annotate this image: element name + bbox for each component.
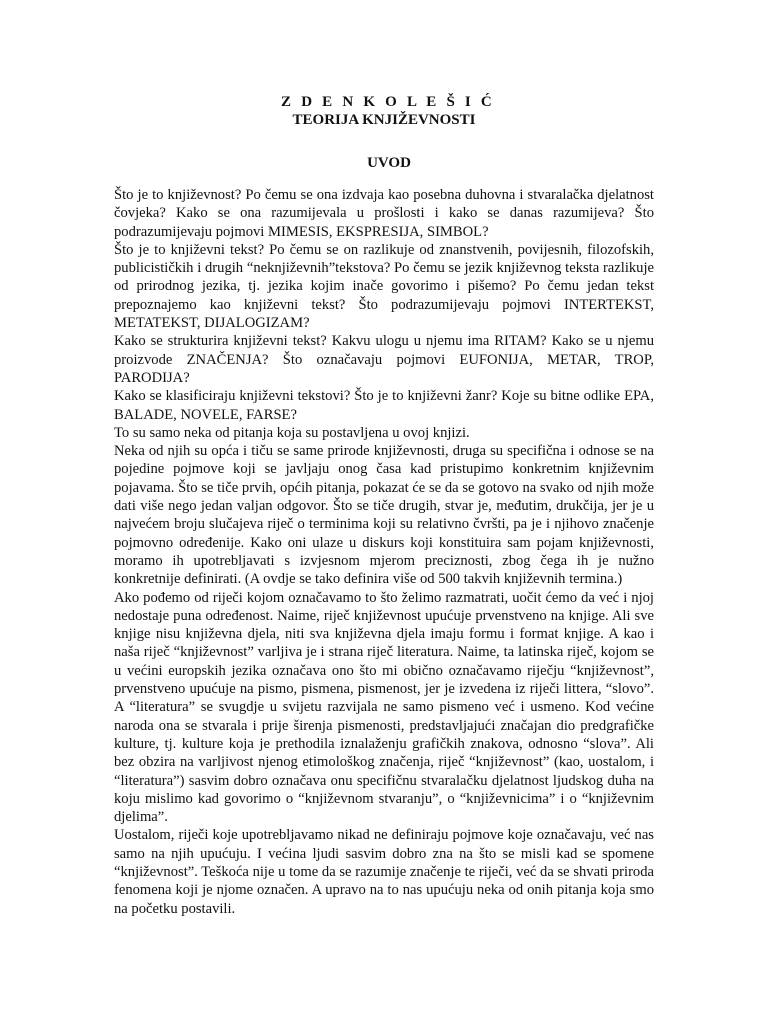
body-text — [114, 186, 654, 918]
paragraph: Neka od njih su opća i tiču se same prirode književnosti, druga su specifična i odnose se na pojedine pojmove koji se javljaju onog časa kad pristupimo konkretnim književnim pojavama. Što se tiče prvih, općih pitanja, pokazat će se da se gotovo na svako od njih može dati više nego jedan valjan odgovor. Što se tiče drugih, stvar je, međutim, drukčija, jer je u najvećem broju slučajeva riječ o terminima koji su relativno čvršti, pa je i njihovo značenje pojmovno određenije. Kako oni ulaze u diskurs koji konstituira sam pojam književnosti, moramo ih upotrebljavati s izvjesnom mjerom preciznosti, zbog čega ih je nužno konkretnije definirati. (A ovdje se tako definira više od 500 takvih književnih termina.) — [114, 443, 654, 588]
title-block — [114, 93, 654, 129]
paragraph: To su samo neka od pitanja koja su postavljena u ovoj knjizi. — [114, 424, 470, 441]
paragraph: Uostalom, riječi koje upotrebljavamo nikad ne definiraju pojmove koje označavaju, već nas samo na njih upućuju. I većina ljudi sasvim dobro zna na što se misli kad se spomene “književnost”. Teškoća nije u tome da se razumije značenje te riječi, već da se shvati priroda fenomena koji je njome označen. A upravo na to nas upućuju neka od onih pitanja koja smo na početku postavili. — [114, 827, 654, 917]
paragraph: Što je to književnost? Po čemu se ona izdvaja kao posebna duhovna i stvaralačka djelatnost čovjeka? Kako se ona razumijevala u prošlosti i kako se danas razumijeva? Što podrazumijevaju pojmovi MIMESIS, EKSPRESIJA, SIMBOL? — [114, 187, 654, 240]
author-name: Z D E N K O L E Š I Ć — [281, 94, 495, 110]
paragraph: Što je to književni tekst? Po čemu se on razlikuje od znanstvenih, povijesnih, filozofskih, publicističkih i drugih “neknjiževnih”tekstova? Po čemu se jezik književnog teksta razlikuje od prirodnog jezika, tj. jezika kojim inače govorimo i pišemo? Po čemu jedan tekst prepoznajemo kao književni tekst? Što podrazumijevaju pojmovi INTERTEKST, METATEKST, DIJALOGIZAM? — [114, 241, 654, 332]
book-title: TEORIJA KNJIŽEVNOSTI — [292, 112, 476, 128]
paragraph: Ako pođemo od riječi kojom označavamo to što želimo razmatrati, uočit ćemo da već i njoj nedostaje puna određenost. Naime, riječ književnost upućuje prvenstveno na knjige. Ali sve knjige nisu književna djela, niti sva književna djela imaju formu i format knjige. A kao i naša riječ “književnost” varljiva je i strana riječ literatura. Naime, ta latinska riječ, kojom se u većini europskih jezika označava ono što mi obično označavamo riječju “književnost”, prvenstveno upućuje na pismo, pismena, pismenost, jer je izvedena iz riječi littera, “slovo”. A “literatura” se svugdje u svijetu razvijala ne samo pismeno već i usmeno. Kod većine naroda ona se stvarala i prije širenja pismenosti, predstavljajući značajan dio predgrafičke kulture, tj. kulture koja je prethodila iznalaženju grafičkih znakova, odnosno “slova”. Ali bez obzira na varljivost njenog etimološkog značenja, riječ “književnost” (kao, uostalom, i “literatura”) sasvim dobro označava onu specifičnu stvaralačku djelatnost ljudskog duha na koju mislimo kad govorimo o “književnom stvaranju”, o “književnicima” i o “književnim djelima”. — [114, 589, 654, 826]
paragraph: Kako se klasificiraju književni tekstovi? Što je to književni žanr? Koje su bitne odlike EPA, BALADE, NOVELE, FARSE? — [114, 388, 654, 423]
section-heading: UVOD — [367, 155, 411, 171]
document-page — [114, 93, 654, 918]
paragraph: Kako se strukturira književni tekst? Kakvu ulogu u njemu ima RITAM? Kako se u njemu proizvode ZNAČENJA? Što označavaju pojmovi EUFONIJA, METAR, TROP, PARODIJA? — [114, 333, 654, 386]
